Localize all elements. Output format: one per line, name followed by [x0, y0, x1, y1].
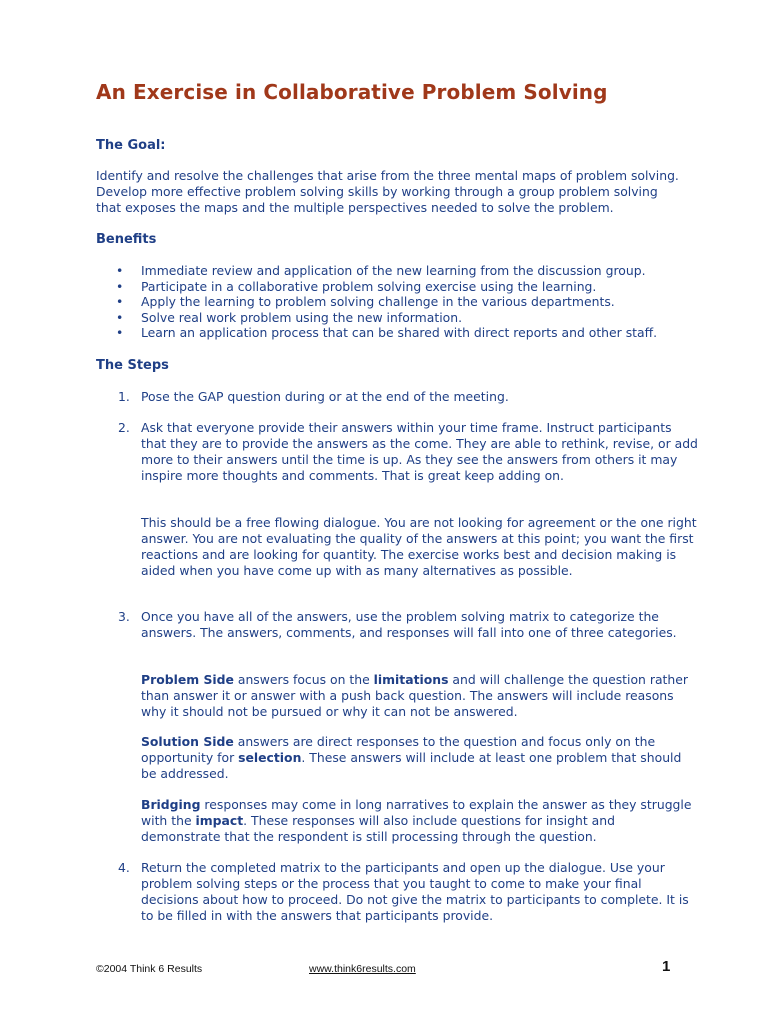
bullet-icon: • — [116, 278, 124, 294]
bullet-icon: • — [116, 309, 124, 325]
bullet-icon: • — [116, 263, 124, 278]
bullet-icon: • — [116, 294, 124, 310]
step-number: 3. — [118, 609, 130, 624]
bridging-paragraph: Bridging responses may come in long narratives to explain the answer as they struggle with the impact. These responses will also include questions for insight and demonstrate that the respondent is still processing through the question. — [141, 797, 692, 844]
goal-heading: The Goal: — [96, 138, 166, 153]
step-4 — [118, 860, 698, 924]
step-2-note: This should be a free flowing dialogue. You are not looking for agreement or the one right answer. You are not evaluating the quality of the answers at this point; you want the first reactions and are looking for quantity. The exercise works best and decision making is aided when you have come up with as many alternatives as possible. — [141, 515, 697, 578]
list-item: • Apply the learning to problem solving challenge in the various departments. — [116, 294, 615, 310]
list-item: • Solve real work problem using the new information. — [116, 309, 463, 325]
step-2 — [118, 420, 698, 484]
problem-side-paragraph: Problem Side answers focus on the limitations and will challenge the question rather than answer it or answer with a push back question. The answers will include reasons why it should not be pursued or why it can not be answered. — [141, 672, 688, 719]
list-item: • Immediate review and application of the new learning from the discussion group. — [116, 263, 646, 278]
footer-website-link[interactable]: www.think6results.com — [309, 963, 416, 975]
document-title: An Exercise in Collaborative Problem Solving — [96, 80, 608, 104]
benefits-heading: Benefits — [96, 232, 157, 247]
step-number: 2. — [118, 420, 130, 435]
steps-heading: The Steps — [96, 358, 169, 373]
step-text: Pose the GAP question during or at the end of the meeting. — [141, 389, 509, 404]
limitations-keyword: limitations — [373, 672, 449, 687]
list-item: • Participate in a collaborative problem solving exercise using the learning. — [116, 278, 597, 294]
bridging-term: Bridging — [141, 797, 201, 812]
benefits-list — [96, 263, 696, 341]
bullet-icon: • — [116, 325, 124, 341]
step-3 — [118, 609, 698, 641]
step-1 — [118, 389, 698, 405]
goal-text: Identify and resolve the challenges that arise from the three mental maps of problem solving. Develop more effective problem solving skills by working through a group problem solving that exposes the maps and the multiple perspectives needed to solve the problem. — [96, 168, 679, 215]
list-item: • Learn an application process that can be shared with direct reports and other staff. — [116, 325, 658, 341]
page-number: 1 — [662, 958, 671, 975]
footer-copyright: ©2004 Think 6 Results — [96, 963, 203, 975]
selection-keyword: selection — [238, 750, 302, 765]
impact-keyword: impact — [195, 813, 244, 828]
step-text: Return the completed matrix to the participants and open up the dialogue. Use your problem solving steps or the process that you taught to come to make your final decisions about how to proceed. Do not give the matrix to participants to complete. It is to be filled in with the answers that participants provide. — [141, 860, 689, 923]
solution-side-term: Solution Side — [141, 734, 234, 749]
solution-side-paragraph: Solution Side answers are direct responses to the question and focus only on the opportunity for selection. These answers will include at least one problem that should be addressed. — [141, 734, 682, 781]
problem-side-term: Problem Side — [141, 672, 234, 687]
step-text: Ask that everyone provide their answers within your time frame. Instruct participants that they are to provide the answers as the come. They are able to rethink, revise, or add more to their answers until the time is up. As they see the answers from others it may inspire more thoughts and comments. That is great keep adding on. — [141, 420, 698, 483]
step-text: Once you have all of the answers, use the problem solving matrix to categorize the answers. The answers, comments, and responses will fall into one of three categories. — [141, 609, 677, 640]
step-number: 4. — [118, 860, 130, 875]
step-number: 1. — [118, 389, 130, 404]
